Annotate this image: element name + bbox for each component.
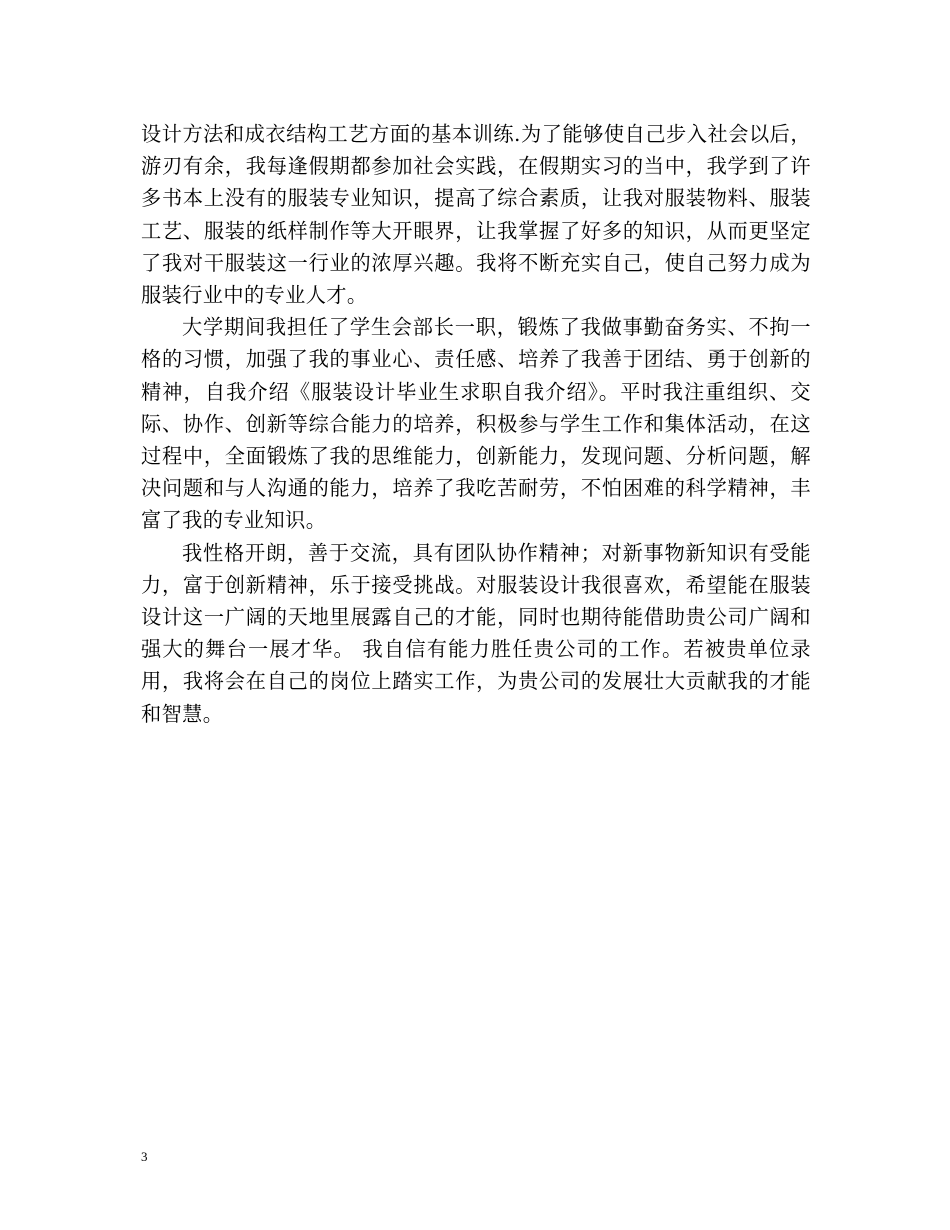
paragraph-personality: 我性格开朗，善于交流，具有团队协作精神；对新事物新知识有受能力，富于创新精神，乐于接受挑战。对服装设计我很喜欢，希望能在服装设计这一广阔的天地里展露自己的才能，同时也期待能借助贵公司广阔和强大的舞台一展才华。 我自信有能力胜任贵公司的工作。若被贵单位录用，我将会在自己的岗位上踏实工作，为贵公司的发展壮大贡献我的才能和智慧。	[141, 540, 811, 726]
paragraph-training-practice: 设计方法和成衣结构工艺方面的基本训练.为了能够使自己步入社会以后，游刃有余，我每逢假期都参加社会实践，在假期实习的当中，我学到了许多书本上没有的服装专业知识，提高了综合素质，让我对服装物料、服装工艺、服装的纸样制作等大开眼界，让我掌握了好多的知识，从而更坚定了我对干服装这一行业的浓厚兴趣。我将不断充实自己，使自己努力成为服装行业中的专业人才。	[141, 122, 811, 308]
document-body	[141, 118, 811, 730]
page-number: 3	[141, 1149, 148, 1164]
paragraph-student-union: 大学期间我担任了学生会部长一职，锻炼了我做事勤奋务实、不拘一格的习惯，加强了我的事业心、责任感、培养了我善于团结、勇于创新的精神，自我介绍《服装设计毕业生求职自我介绍》。平时我注重组织、交际、协作、创新等综合能力的培养，积极参与学生工作和集体活动，在这过程中，全面锻炼了我的思维能力，创新能力，发现问题、分析问题，解决问题和与人沟通的能力，培养了我吃苦耐劳，不怕困难的科学精神，丰富了我的专业知识。	[141, 315, 811, 533]
